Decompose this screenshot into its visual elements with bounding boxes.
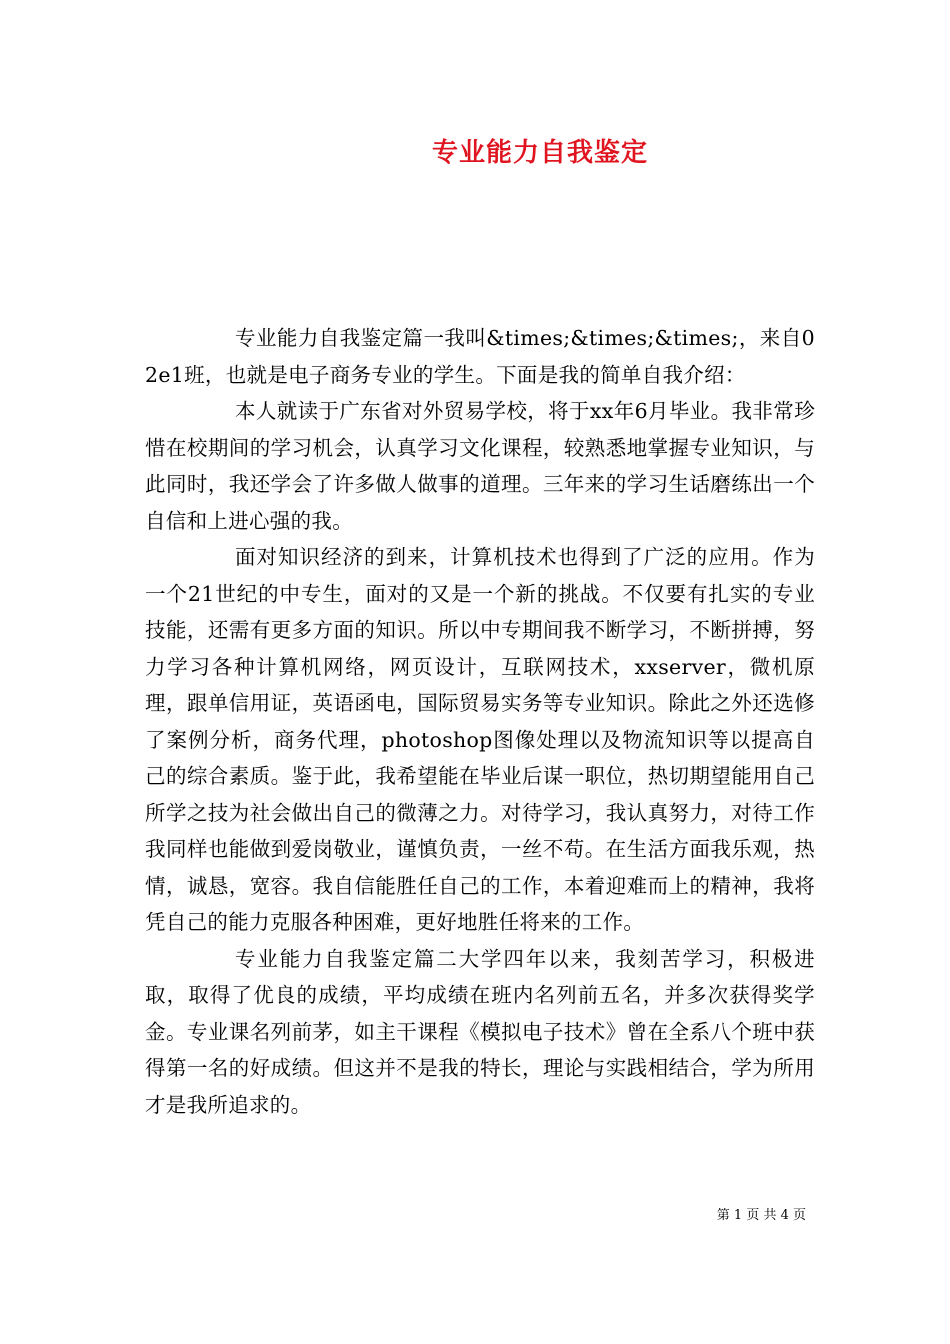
paragraph-2: 本人就读于广东省对外贸易学校，将于xx年6月毕业。我非常珍惜在校期间的学习机会，认真学习文化课程，较熟悉地掌握专业知识，与此同时，我还学会了许多做人做事的道理。三年来的学习生话磨练出一个自信和上进心强的我。 (145, 399, 815, 533)
paragraph-3: 面对知识经济的到来，计算机技术也得到了广泛的应用。作为一个21世纪的中专生，面对的又是一个新的挑战。不仅要有扎实的专业技能，还需有更多方面的知识。所以中专期间我不断学习，不断拼搏，努力学习各种计算机网络，网页设计，互联网技术，xxserver，微机原理，跟单信用证，英语函电，国际贸易实务等专业知识。除此之外还选修了案例分析，商务代理，photoshop图像处理以及物流知识等以提高自己的综合素质。鉴于此，我希望能在毕业后谋一职位，热切期望能用自己所学之技为社会做出自己的微薄之力。对待学习，我认真努力，对待工作我同样也能做到爱岗敬业，谨慎负责，一丝不苟。在生活方面我乐观，热情，诚恳，宽容。我自信能胜任自己的工作，本着迎难而上的精神，我将凭自己的能力克服各种困难，更好地胜任将来的工作。 (145, 545, 815, 934)
paragraph-1: 专业能力自我鉴定篇一我叫&times;&times;&times;，来自02e1班，也就是电子商务专业的学生。下面是我的简单自我介绍： (145, 326, 815, 387)
paragraph-4: 专业能力自我鉴定篇二大学四年以来，我刻苦学习，积极进取，取得了优良的成绩，平均成绩在班内名列前五名，并多次获得奖学金。专业课名列前茅，如主干课程《模拟电子技术》曾在全系八个班中获得第一名的好成绩。但这并不是我的特长，理论与实践相结合，学为所用才是我所追求的。 (145, 946, 815, 1117)
document-title: 专业能力自我鉴定 (431, 138, 648, 168)
page-number-footer: 第 1 页 共 4 页 (716, 1208, 806, 1223)
document-body (145, 320, 815, 1123)
